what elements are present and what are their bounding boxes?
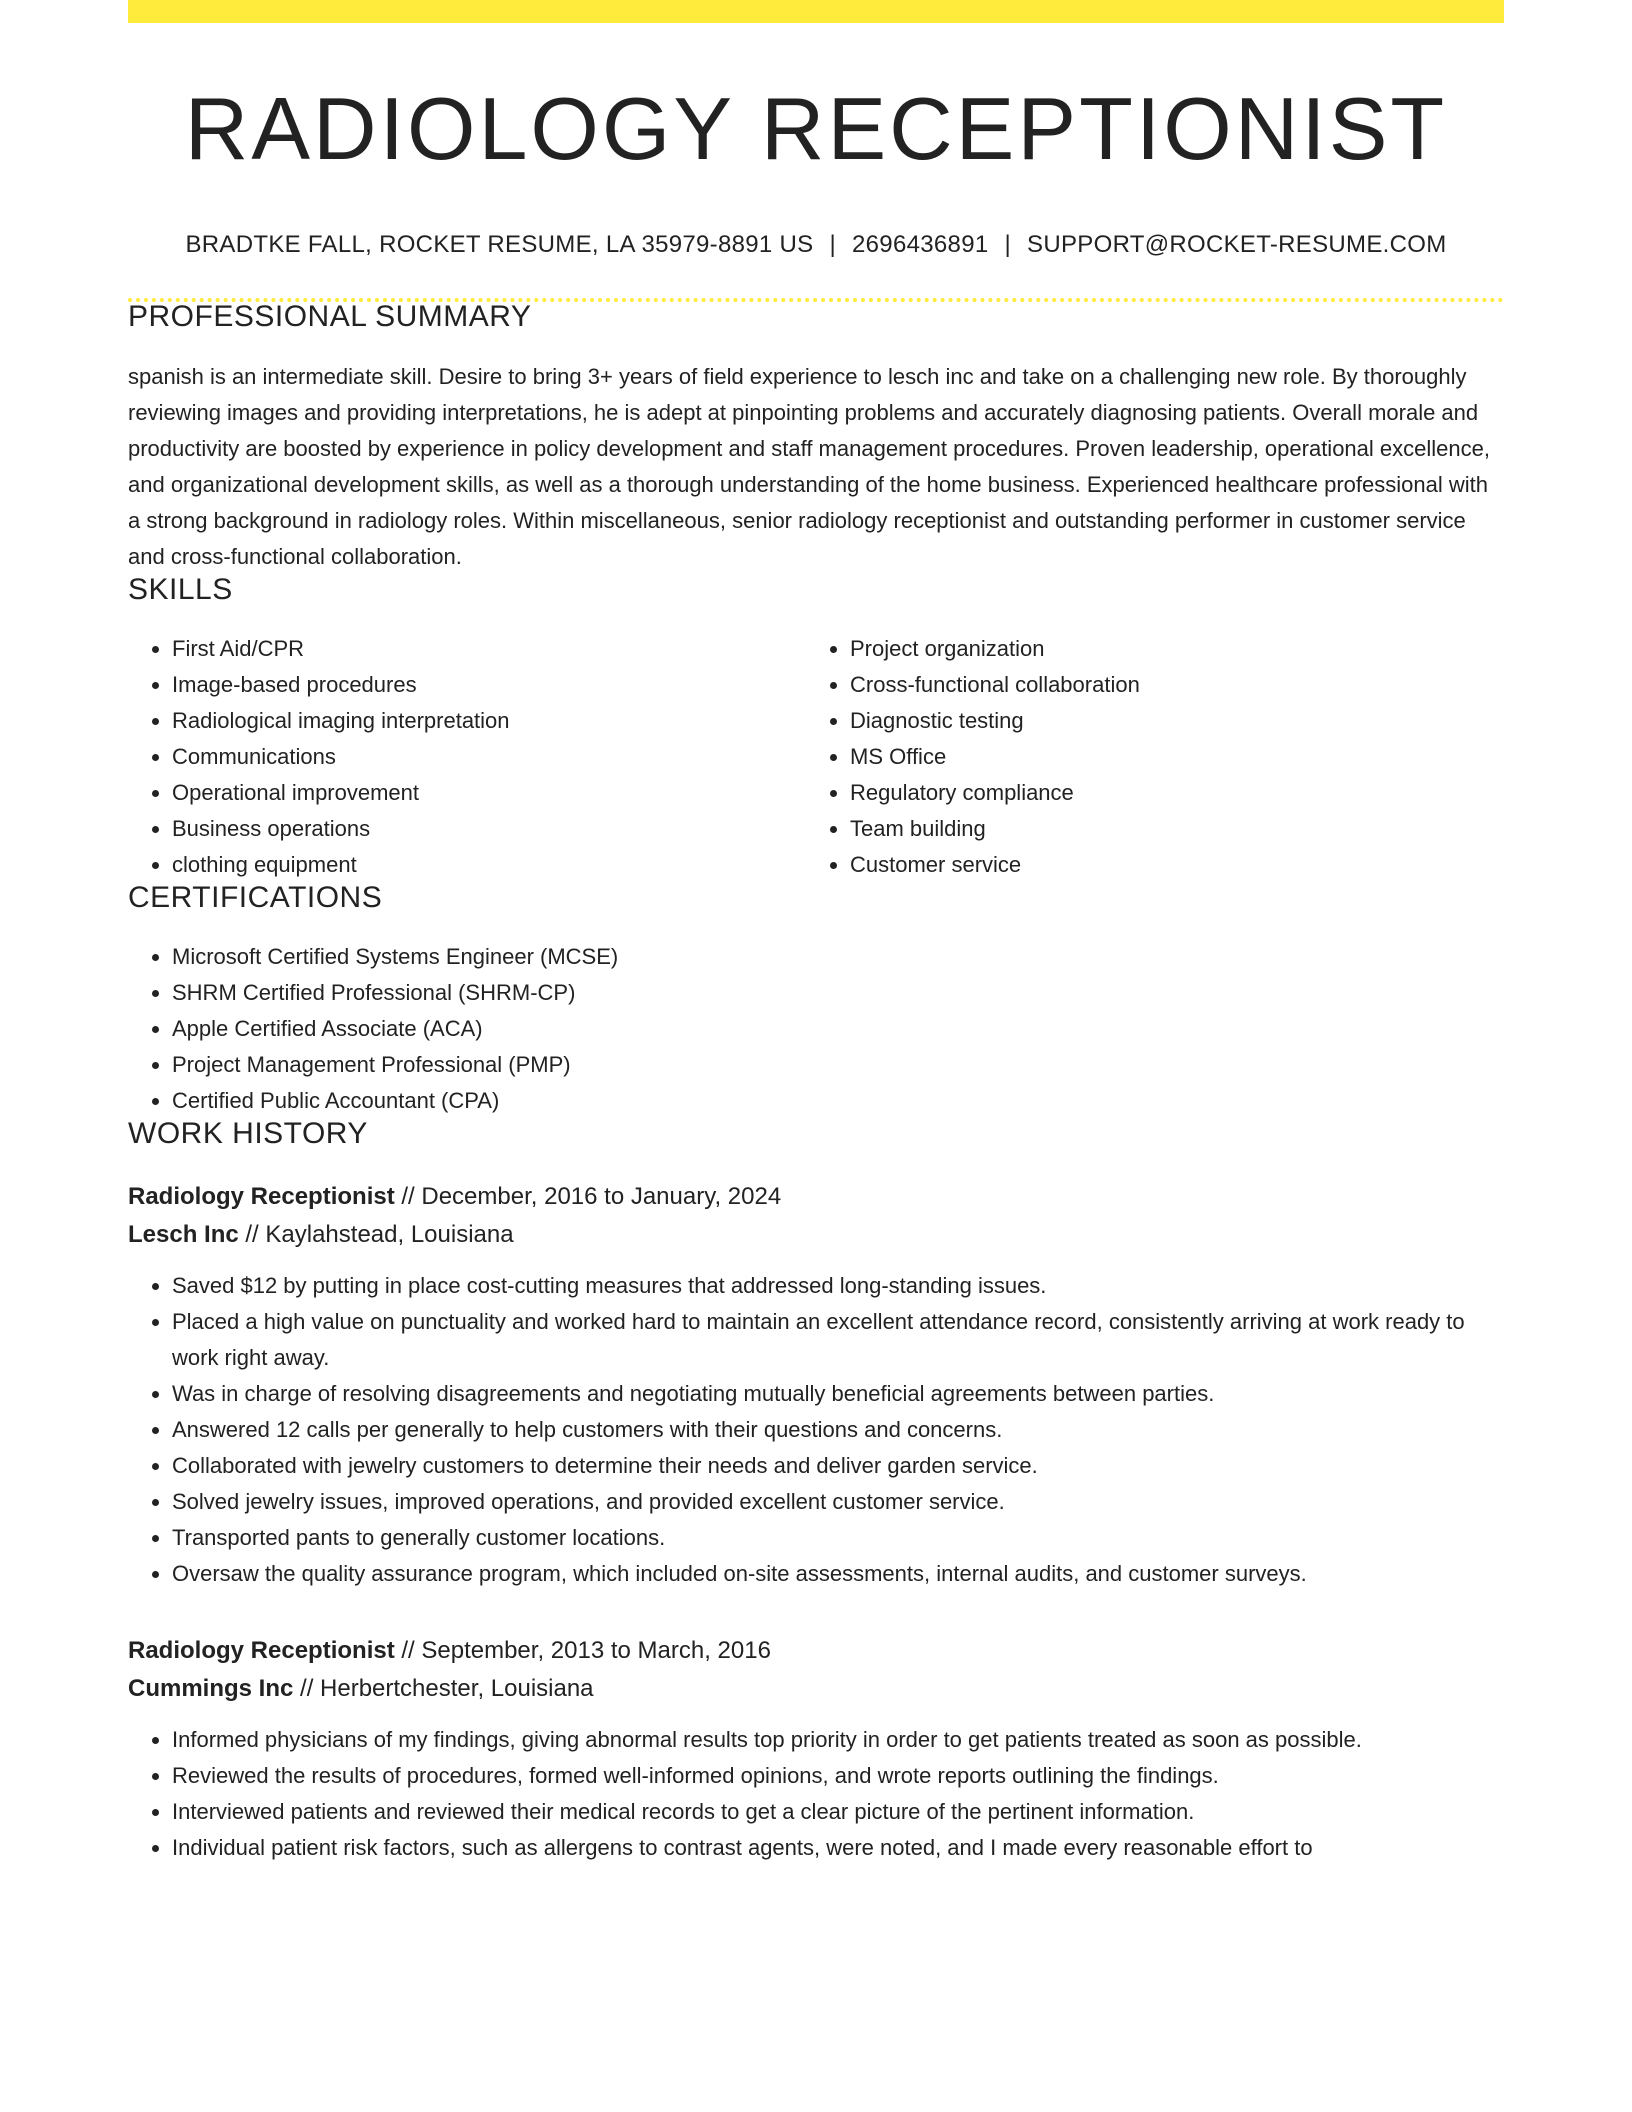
certification-item: • Microsoft Certified Systems Engineer (MCSE): [172, 939, 1504, 975]
job-title-line: [128, 1632, 1504, 1670]
job-bullet: • Answered 12 calls per generally to help customers with their questions and concerns.: [172, 1412, 1504, 1448]
contact-line: [128, 233, 1504, 257]
job-bullet: • Informed physicians of my findings, giving abnormal results top priority in order to get patients treated as soon as possible.: [172, 1722, 1504, 1758]
job-company: Lesch Inc: [128, 1221, 239, 1248]
job-dates: December, 2016 to January, 2024: [421, 1183, 782, 1210]
job-bullet: • Collaborated with jewelry customers to determine their needs and deliver garden service.: [172, 1448, 1504, 1484]
skill-item: • Image-based procedures: [172, 667, 806, 703]
job-bullet: • Interviewed patients and reviewed their medical records to get a clear picture of the pertinent information.: [172, 1794, 1504, 1830]
skills-column-right: [806, 631, 1484, 883]
skills-grid: [128, 631, 1504, 883]
contact-separator: |: [829, 231, 837, 258]
job-bullet: • Transported pants to generally customer locations.: [172, 1520, 1504, 1556]
job-separator: //: [293, 1675, 321, 1702]
skills-column-left: [128, 631, 806, 883]
skill-item: • Team building: [850, 811, 1484, 847]
job-separator: //: [394, 1183, 422, 1210]
job-role: Radiology Receptionist: [128, 1637, 395, 1664]
job-bullet: • Reviewed the results of procedures, formed well-informed opinions, and wrote reports outlining the findings.: [172, 1758, 1504, 1794]
job-bullet-list: [128, 1268, 1504, 1592]
job-separator: //: [238, 1221, 266, 1248]
job-bullet: • Placed a high value on punctuality and worked hard to maintain an excellent attendance record, consistently arriving at work ready to work right away.: [172, 1304, 1504, 1376]
job-dates: September, 2013 to March, 2016: [421, 1637, 771, 1664]
contact-separator: |: [1004, 231, 1012, 258]
skill-item: • Regulatory compliance: [850, 775, 1484, 811]
accent-bar: [128, 0, 1504, 23]
job-company-line: [128, 1670, 1504, 1708]
skill-item: • Cross-functional collaboration: [850, 667, 1484, 703]
summary-heading: PROFESSIONAL SUMMARY: [128, 300, 532, 333]
job-location: Herbertchester, Louisiana: [320, 1675, 594, 1702]
job-bullet: • Solved jewelry issues, improved operations, and provided excellent customer service.: [172, 1484, 1504, 1520]
certifications-list: [128, 939, 1504, 1119]
skill-item: • clothing equipment: [172, 847, 806, 883]
certification-item: • Certified Public Accountant (CPA): [172, 1083, 1504, 1119]
job-entry: [128, 1632, 1504, 1866]
summary-text: spanish is an intermediate skill. Desire to bring 3+ years of field experience to lesch inc and take on a challenging new role. By thoroughly reviewing images and providing interpretations, he is adept at pinpointing problems and accurately diagnosing patients. Overall morale and productivity are boosted by experience in policy development and staff management procedures. Proven leadership, operational excellence, and organizational development skills, as well as a thorough understanding of the home business. Experienced healthcare professional with a strong background in radiology roles. Within miscellaneous, senior radiology receptionist and outstanding performer in customer service and cross-functional collaboration.: [128, 364, 1490, 569]
skill-item: • MS Office: [850, 739, 1484, 775]
skills-heading: SKILLS: [128, 573, 233, 606]
job-bullet: • Was in charge of resolving disagreements and negotiating mutually beneficial agreements between parties.: [172, 1376, 1504, 1412]
job-bullet: • Individual patient risk factors, such as allergens to contrast agents, were noted, and I made every reasonable effort to: [172, 1830, 1504, 1866]
work-history-list: [128, 1178, 1504, 1866]
certifications-heading: CERTIFICATIONS: [128, 881, 383, 914]
job-separator: //: [394, 1637, 422, 1664]
certification-item: • Apple Certified Associate (ACA): [172, 1011, 1504, 1047]
skill-item: • Business operations: [172, 811, 806, 847]
skill-item: • Operational improvement: [172, 775, 806, 811]
work-history-heading: WORK HISTORY: [128, 1117, 368, 1150]
skill-item: • Project organization: [850, 631, 1484, 667]
certification-item: • Project Management Professional (PMP): [172, 1047, 1504, 1083]
job-role: Radiology Receptionist: [128, 1183, 395, 1210]
job-bullet: • Saved $12 by putting in place cost-cutting measures that addressed long-standing issues.: [172, 1268, 1504, 1304]
skills-list-left: [172, 631, 806, 883]
skills-list-right: [850, 631, 1484, 883]
resume-page: [128, 0, 1504, 1866]
job-bullet: • Oversaw the quality assurance program, which included on-site assessments, internal audits, and customer surveys.: [172, 1556, 1504, 1592]
job-location: Kaylahstead, Louisiana: [265, 1221, 514, 1248]
skill-item: • Radiological imaging interpretation: [172, 703, 806, 739]
job-company-line: [128, 1216, 1504, 1254]
skill-item: • First Aid/CPR: [172, 631, 806, 667]
contact-phone: 2696436891: [852, 231, 989, 258]
certification-item: • SHRM Certified Professional (SHRM-CP): [172, 975, 1504, 1011]
job-entry: [128, 1178, 1504, 1592]
job-company: Cummings Inc: [128, 1675, 294, 1702]
contact-address: BRADTKE FALL, ROCKET RESUME, LA 35979-8891 US: [185, 231, 814, 258]
contact-email: SUPPORT@ROCKET-RESUME.COM: [1027, 231, 1447, 258]
job-bullet-list: [128, 1722, 1504, 1866]
skill-item: • Diagnostic testing: [850, 703, 1484, 739]
job-title-line: [128, 1178, 1504, 1216]
skill-item: • Communications: [172, 739, 806, 775]
skill-item: • Customer service: [850, 847, 1484, 883]
resume-title: RADIOLOGY RECEPTIONIST: [184, 79, 1448, 178]
